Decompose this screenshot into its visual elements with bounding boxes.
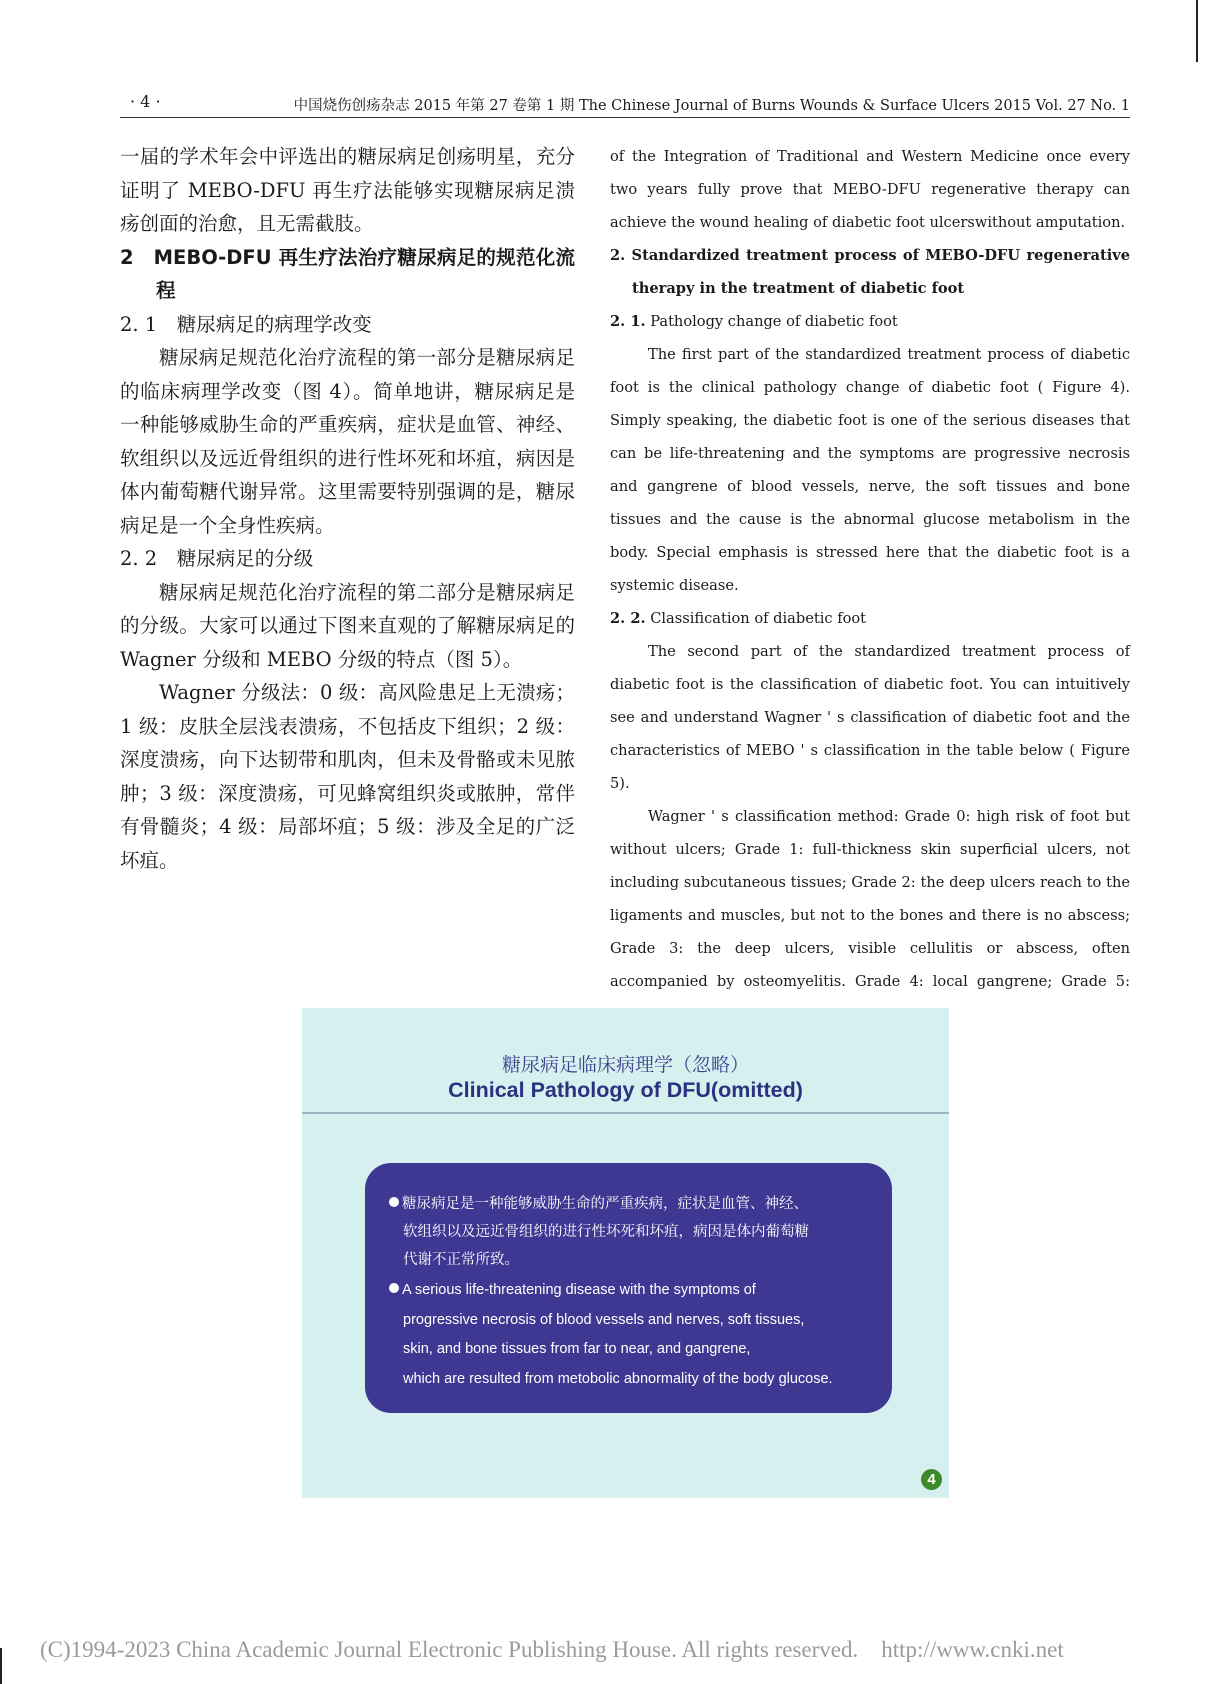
subsection-heading-cn-2-2: 2. 2 糖尿病足的分级 bbox=[120, 547, 314, 570]
running-header bbox=[120, 92, 1130, 118]
figure-content-box bbox=[365, 1163, 892, 1413]
subsection-title: Classification of diabetic foot bbox=[645, 610, 867, 627]
section-heading-en-2: 2. Standardized treatment process of MEBO-DFU regenerative therapy in the treatment of diabetic foot bbox=[610, 247, 1130, 297]
figure-divider bbox=[302, 1112, 949, 1114]
subsection-heading-cn-2-1: 2. 1 糖尿病足的病理学改变 bbox=[120, 312, 372, 336]
bullet-cn-line: 糖尿病足是一种能够威胁生命的严重疾病，症状是血管、神经、 bbox=[402, 1196, 808, 1212]
bullet-en-line: A serious life-threatening disease with the symptoms of bbox=[402, 1282, 756, 1298]
english-column bbox=[610, 140, 1130, 1031]
bullet-dot-icon bbox=[389, 1283, 399, 1293]
copyright-footer bbox=[40, 1637, 1064, 1663]
paragraph-en-2: The first part of the standardized treatment process of diabetic foot is the clinical pathology change of diabetic foot ( Figure 4). Simply speaking, the diabetic foot is one of the serious diseases that can be life-threatening and the symptoms are progressive necrosis and gangrene of blood vessels, nerve, the soft tissues and bone tissues and the cause is the abnormal glucose metabolism in the body. Special emphasis is stressed here that the diabetic foot is a systemic disease. bbox=[610, 346, 1130, 594]
footer-url[interactable]: http://www.cnki.net bbox=[881, 1637, 1064, 1662]
bullet-dot-icon bbox=[389, 1197, 399, 1207]
journal-line: 中国烧伤创疡杂志 2015 年第 27 卷第 1 期 The Chinese Journal of Burns Wounds & Surface Ulcers 2015 Vol. 27 No. 1 bbox=[293, 98, 1130, 114]
paragraph-cn-4: Wagner 分级法：0 级：高风险患足上无溃疡；1 级：皮肤全层浅表溃疡，不包括皮下组织；2 级：深度溃疡，向下达韧带和肌肉，但未及骨骼或未见脓肿；3 级：深度溃疡，可见蜂窝组织炎或脓肿，常伴有骨髓炎；4 级：局部坏疽；5 级：涉及全足的广泛坏疽。 bbox=[120, 681, 575, 872]
paragraph-en-4: Wagner ' s classification method: Grade 0: high risk of foot but without ulcers; Grade 1: full-thickness skin superficial ulcers, not including subcutaneous tissues; Grade 2: the deep ulcers reach to the ligaments and muscles, but not to the bones and there is no abscess; Grade 3: the deep ulcers, visible cellulitis or abscess, often accompanied by osteomyelitis. Grade 4: local gangrene; Grade 5: bbox=[610, 808, 1130, 990]
header-rule bbox=[120, 117, 1130, 118]
bullet-cn-line: 代谢不正常所致。 bbox=[403, 1252, 519, 1268]
subsection-number: 2. 2. bbox=[610, 610, 646, 627]
copyright-text: (C)1994-2023 China Academic Journal Electronic Publishing House. All rights reserved. bbox=[40, 1637, 859, 1662]
subsection-title: Pathology change of diabetic foot bbox=[645, 313, 898, 330]
page-edge-line bbox=[1196, 0, 1198, 62]
paragraph-en-3: The second part of the standardized treatment process of diabetic foot is the classification of diabetic foot. You can intuitively see and understand Wagner ' s classification of diabetic foot and the characteristics of MEBO ' s classification in the table below ( Figure 5). bbox=[610, 643, 1130, 792]
page-edge-line-bottom bbox=[0, 1648, 2, 1684]
paragraph-en-1: of the Integration of Traditional and Western Medicine once every two years fully prove that MEBO-DFU regenerative therapy can achieve the wound healing of diabetic foot ulcerswithout amputation. bbox=[610, 148, 1130, 231]
chinese-column bbox=[120, 140, 575, 877]
subsection-heading-en-2-1 bbox=[610, 305, 1130, 338]
bullet-en-line: skin, and bone tissues from far to near, and gangrene, bbox=[403, 1341, 751, 1357]
page-number: · 4 · bbox=[130, 92, 161, 111]
bullet-cn-line: 软组织以及远近骨组织的进行性坏死和坏疽，病因是体内葡萄糖 bbox=[403, 1224, 809, 1240]
figure-title-cn: 糖尿病足临床病理学（忽略） bbox=[501, 1054, 749, 1076]
paragraph-cn-1: 一届的学术年会中评选出的糖尿病足创疡明星，充分证明了 MEBO-DFU 再生疗法能够实现糖尿病足溃疡创面的治愈，且无需截肢。 bbox=[120, 145, 575, 235]
subsection-heading-en-2-2 bbox=[610, 602, 1130, 635]
bullet-en-line: which are resulted from metobolic abnormality of the body glucose. bbox=[403, 1370, 833, 1387]
figure-4 bbox=[302, 1008, 949, 1498]
bullet-en-line: progressive necrosis of blood vessels and nerves, soft tissues, bbox=[403, 1311, 805, 1328]
figure-number-badge: 4 bbox=[921, 1469, 942, 1490]
bullet-en bbox=[389, 1276, 872, 1394]
paragraph-cn-2: 糖尿病足规范化治疗流程的第一部分是糖尿病足的临床病理学改变（图 4）。简单地讲，糖尿病足是一种能够威胁生命的严重疾病，症状是血管、神经、软组织以及远近骨组织的进行性坏死和坏疽，病因是体内葡萄糖代谢异常。这里需要特别强调的是，糖尿病足是一个全身性疾病。 bbox=[120, 346, 575, 537]
subsection-number: 2. 1. bbox=[610, 313, 646, 330]
section-heading-cn-2: 2 MEBO-DFU 再生疗法治疗糖尿病足的规范化流程 bbox=[120, 245, 575, 302]
bullet-cn bbox=[389, 1190, 872, 1274]
paragraph-cn-3: 糖尿病足规范化治疗流程的第二部分是糖尿病足的分级。大家可以通过下图来直观的了解糖尿病足的 Wagner 分级和 MEBO 分级的特点（图 5）。 bbox=[120, 580, 575, 671]
figure-title-en: Clinical Pathology of DFU(omitted) bbox=[448, 1078, 803, 1102]
